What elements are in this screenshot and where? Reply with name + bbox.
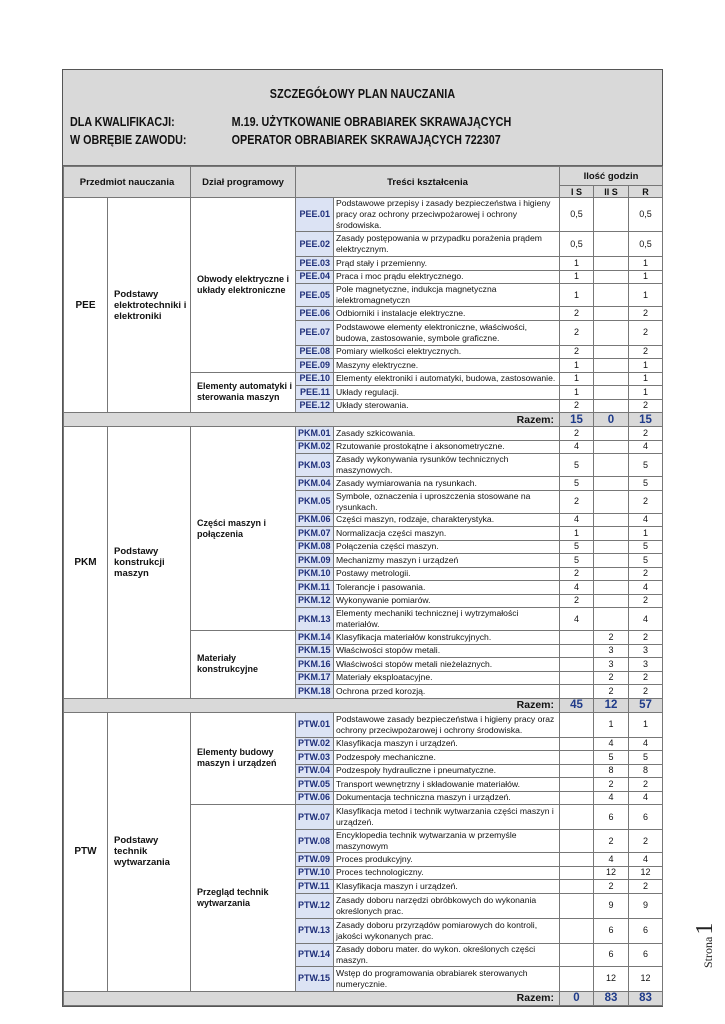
hours-total: 2 [629, 427, 663, 441]
topic-text: Układy regulacji. [334, 386, 560, 400]
total-hours: 15 [629, 413, 663, 427]
section-name: Materiały konstrukcyjne [191, 631, 296, 699]
hours-semester-1: 1 [560, 372, 594, 386]
hours-semester-1 [560, 644, 594, 658]
topic-text: Części maszyn, rodzaje, charakterystyka. [334, 513, 560, 527]
hours-semester-1: 0,5 [560, 232, 594, 257]
hours-semester-2: 8 [594, 764, 629, 778]
hours-semester-2: 2 [594, 830, 629, 853]
hours-semester-1: 5 [560, 554, 594, 568]
hours-total: 5 [629, 540, 663, 554]
plan-frame [62, 69, 663, 1007]
total-semester-2: 12 [594, 698, 629, 712]
hours-semester-1 [560, 966, 594, 991]
hours-total: 6 [629, 943, 663, 966]
topic-text: Klasyfikacja maszyn i urządzeń. [334, 880, 560, 894]
hours-semester-2: 2 [594, 671, 629, 685]
topic-code: PTW.13 [296, 918, 334, 943]
topic-code: PEE.05 [296, 284, 334, 307]
topic-text: Mechanizmy maszyn i urządzeń [334, 554, 560, 568]
qualification-label: DLA KWALIFIKACJI: [70, 115, 175, 129]
hours-semester-1: 5 [560, 540, 594, 554]
hours-total: 0,5 [629, 198, 663, 232]
hours-semester-2: 3 [594, 644, 629, 658]
topic-text: Materiały eksploatacyjne. [334, 671, 560, 685]
hours-semester-2 [594, 307, 629, 321]
hours-semester-1 [560, 880, 594, 894]
topic-text: Symbole, oznaczenia i uproszczenia stosowane na rysunkach. [334, 490, 560, 513]
topic-code: PEE.09 [296, 359, 334, 373]
topic-text: Dokumentacja techniczna maszyn i urządzeń. [334, 791, 560, 805]
hours-semester-1 [560, 712, 594, 737]
hours-total: 4 [629, 440, 663, 454]
hours-semester-1: 2 [560, 345, 594, 359]
topic-code: PEE.07 [296, 320, 334, 345]
topic-code: PKM.13 [296, 608, 334, 631]
topic-code: PKM.09 [296, 554, 334, 568]
topic-code: PTW.05 [296, 778, 334, 792]
table-row [64, 712, 663, 737]
hours-semester-2 [594, 554, 629, 568]
hours-semester-1: 4 [560, 581, 594, 595]
column-header-hours: Ilość godzin [560, 167, 663, 186]
hours-semester-2 [594, 490, 629, 513]
topic-text: Podstawowe zasady bezpieczeństwa i higieny pracy oraz ochrony przeciwpożarowej i ochrony środowiska. [334, 712, 560, 737]
topic-code: PEE.02 [296, 232, 334, 257]
hours-total: 0,5 [629, 232, 663, 257]
hours-total: 1 [629, 372, 663, 386]
topic-text: Odbiorniki i instalacje elektryczne. [334, 307, 560, 321]
section-name: Przegląd technik wytwarzania [191, 805, 296, 992]
hours-total: 2 [629, 399, 663, 413]
hours-total: 2 [629, 671, 663, 685]
hours-semester-1: 2 [560, 320, 594, 345]
profession-label: W OBRĘBIE ZAWODU: [70, 133, 187, 147]
hours-semester-2: 12 [594, 966, 629, 991]
topic-text: Połączenia części maszyn. [334, 540, 560, 554]
hours-total: 8 [629, 764, 663, 778]
hours-semester-1 [560, 631, 594, 645]
topic-text: Wstęp do programowania obrabiarek sterowanych numerycznie. [334, 966, 560, 991]
hours-semester-2 [594, 399, 629, 413]
total-semester-1: 15 [560, 413, 594, 427]
section-name: Elementy budowy maszyn i urządzeń [191, 712, 296, 805]
topic-text: Właściwości stopów metali nieżelaznych. [334, 658, 560, 672]
hours-semester-1: 2 [560, 594, 594, 608]
hours-total: 2 [629, 320, 663, 345]
topic-text: Ochrona przed korozją. [334, 685, 560, 699]
hours-semester-2 [594, 527, 629, 541]
hours-semester-2: 4 [594, 853, 629, 867]
hours-total: 1 [629, 359, 663, 373]
topic-code: PTW.11 [296, 880, 334, 894]
topic-text: Zasady postępowania w przypadku porażenia prądem elektrycznym. [334, 232, 560, 257]
hours-total: 3 [629, 658, 663, 672]
topic-text: Elementy elektroniki i automatyki, budowa, zastosowanie. [334, 372, 560, 386]
topic-code: PKM.03 [296, 454, 334, 477]
topic-code: PEE.11 [296, 386, 334, 400]
hours-total: 1 [629, 270, 663, 284]
topic-code: PEE.06 [296, 307, 334, 321]
hours-semester-2: 1 [594, 712, 629, 737]
hours-semester-1 [560, 853, 594, 867]
module-total-row [64, 413, 663, 427]
total-semester-1: 45 [560, 698, 594, 712]
hours-semester-1: 5 [560, 477, 594, 491]
topic-text: Zasady doboru mater. do wykon. określonych części maszyn. [334, 943, 560, 966]
topic-code: PTW.04 [296, 764, 334, 778]
total-label: Razem: [64, 413, 560, 427]
topic-code: PKM.05 [296, 490, 334, 513]
module-code: PKM [64, 427, 108, 699]
topic-code: PEE.10 [296, 372, 334, 386]
hours-semester-2 [594, 608, 629, 631]
hours-total: 4 [629, 513, 663, 527]
topic-text: Klasyfikacja maszyn i urządzeń. [334, 737, 560, 751]
hours-semester-1 [560, 893, 594, 918]
hours-semester-2 [594, 386, 629, 400]
topic-text: Postawy metrologii. [334, 567, 560, 581]
section-name: Elementy automatyki i sterowania maszyn [191, 372, 296, 413]
column-header-semester-2: II S [594, 186, 629, 198]
topic-code: PEE.04 [296, 270, 334, 284]
topic-code: PEE.03 [296, 257, 334, 271]
hours-semester-2: 5 [594, 751, 629, 765]
topic-code: PTW.09 [296, 853, 334, 867]
column-header-total: R [629, 186, 663, 198]
hours-total: 1 [629, 257, 663, 271]
hours-total: 5 [629, 751, 663, 765]
topic-text: Klasyfikacja metod i technik wytwarzania części maszyn i urządzeń. [334, 805, 560, 830]
topic-code: PKM.12 [296, 594, 334, 608]
hours-semester-2 [594, 567, 629, 581]
topic-code: PTW.01 [296, 712, 334, 737]
hours-semester-2: 2 [594, 631, 629, 645]
hours-semester-1 [560, 671, 594, 685]
profession-line [70, 133, 501, 147]
hours-total: 1 [629, 386, 663, 400]
hours-semester-1: 4 [560, 608, 594, 631]
topic-code: PKM.17 [296, 671, 334, 685]
hours-semester-1 [560, 943, 594, 966]
table-row [64, 198, 663, 232]
topic-code: PKM.02 [296, 440, 334, 454]
topic-text: Maszyny elektryczne. [334, 359, 560, 373]
topic-text: Prąd stały i przemienny. [334, 257, 560, 271]
hours-total: 2 [629, 490, 663, 513]
hours-total: 4 [629, 737, 663, 751]
total-semester-1: 0 [560, 991, 594, 1005]
hours-total: 2 [629, 880, 663, 894]
hours-semester-1: 1 [560, 284, 594, 307]
hours-semester-1: 4 [560, 440, 594, 454]
topic-text: Zasady doboru przyrządów pomiarowych do kontroli, jakości wykonanych prac. [334, 918, 560, 943]
hours-total: 1 [629, 712, 663, 737]
topic-text: Pole magnetyczne, indukcja magnetyczna ielektromagnetyczn [334, 284, 560, 307]
page-number-label [692, 923, 719, 968]
topic-text: Pomiary wielkości elektrycznych. [334, 345, 560, 359]
hours-semester-1 [560, 866, 594, 880]
topic-code: PKM.18 [296, 685, 334, 699]
hours-semester-2 [594, 372, 629, 386]
hours-semester-1: 1 [560, 270, 594, 284]
hours-semester-2: 4 [594, 737, 629, 751]
curriculum-body [64, 198, 663, 1006]
hours-total: 4 [629, 791, 663, 805]
topic-text: Klasyfikacja materiałów konstrukcyjnych. [334, 631, 560, 645]
hours-total: 1 [629, 284, 663, 307]
topic-code: PEE.01 [296, 198, 334, 232]
hours-semester-2: 6 [594, 943, 629, 966]
topic-text: Normalizacja części maszyn. [334, 527, 560, 541]
topic-code: PKM.15 [296, 644, 334, 658]
hours-semester-1 [560, 918, 594, 943]
hours-semester-2 [594, 284, 629, 307]
total-label: Razem: [64, 698, 560, 712]
topic-text: Proces produkcyjny. [334, 853, 560, 867]
hours-semester-1: 4 [560, 513, 594, 527]
hours-semester-1 [560, 751, 594, 765]
topic-text: Rzutowanie prostokątne i aksonometryczne. [334, 440, 560, 454]
topic-text: Podstawowe elementy elektroniczne, właściwości, budowa, zastosowanie, symbole graficzne. [334, 320, 560, 345]
topic-text: Zasady szkicowania. [334, 427, 560, 441]
hours-total: 6 [629, 918, 663, 943]
total-semester-2: 0 [594, 413, 629, 427]
hours-semester-1: 2 [560, 490, 594, 513]
hours-semester-1 [560, 805, 594, 830]
qualification-value: M.19. UŻYTKOWANIE OBRABIAREK SKRAWAJĄCYCH [231, 115, 512, 129]
topic-code: PEE.08 [296, 345, 334, 359]
module-code: PEE [64, 198, 108, 413]
hours-semester-1 [560, 778, 594, 792]
total-label: Razem: [64, 991, 560, 1005]
topic-text: Tolerancje i pasowania. [334, 581, 560, 595]
hours-total: 4 [629, 853, 663, 867]
hours-semester-2 [594, 198, 629, 232]
section-name: Części maszyn i połączenia [191, 427, 296, 631]
hours-semester-1 [560, 791, 594, 805]
hours-semester-2: 2 [594, 880, 629, 894]
hours-total: 2 [629, 631, 663, 645]
column-header-subject: Przedmiot nauczania [64, 167, 191, 198]
topic-text: Praca i moc prądu elektrycznego. [334, 270, 560, 284]
hours-semester-2 [594, 477, 629, 491]
topic-text: Układy sterowania. [334, 399, 560, 413]
hours-semester-1 [560, 764, 594, 778]
column-header-semester-1: I S [560, 186, 594, 198]
topic-code: PKM.04 [296, 477, 334, 491]
hours-semester-1 [560, 737, 594, 751]
hours-total: 5 [629, 554, 663, 568]
table-row [64, 427, 663, 441]
hours-semester-2: 6 [594, 805, 629, 830]
curriculum-table [63, 166, 663, 1006]
document-header [63, 70, 662, 166]
subject-name: Podstawy elektrotechniki i elektroniki [108, 198, 191, 413]
module-total-row [64, 698, 663, 712]
hours-total: 2 [629, 685, 663, 699]
hours-semester-1: 2 [560, 567, 594, 581]
topic-text: Transport wewnętrzny i składowanie materiałów. [334, 778, 560, 792]
topic-text: Podstawowe przepisy i zasady bezpieczeństwa i higieny pracy oraz ochrony przeciwpożarowej i ochrony środowiska. [334, 198, 560, 232]
topic-text: Proces technologiczny. [334, 866, 560, 880]
total-semester-2: 83 [594, 991, 629, 1005]
topic-text: Zasady doboru narzędzi obróbkowych do wykonania określonych prac. [334, 893, 560, 918]
hours-semester-2 [594, 427, 629, 441]
hours-total: 6 [629, 805, 663, 830]
hours-semester-1: 1 [560, 386, 594, 400]
topic-code: PKM.08 [296, 540, 334, 554]
hours-semester-2: 6 [594, 918, 629, 943]
topic-code: PTW.14 [296, 943, 334, 966]
hours-semester-1 [560, 658, 594, 672]
hours-semester-2 [594, 581, 629, 595]
topic-code: PTW.08 [296, 830, 334, 853]
column-header-section: Dział programowy [191, 167, 296, 198]
hours-semester-2: 2 [594, 685, 629, 699]
hours-semester-1 [560, 685, 594, 699]
hours-semester-2 [594, 454, 629, 477]
topic-text: Zasady wymiarowania na rysunkach. [334, 477, 560, 491]
hours-semester-2 [594, 345, 629, 359]
hours-semester-1: 1 [560, 359, 594, 373]
topic-code: PTW.02 [296, 737, 334, 751]
hours-semester-1: 2 [560, 399, 594, 413]
topic-text: Podzespoły hydrauliczne i pneumatyczne. [334, 764, 560, 778]
topic-text: Encyklopedia technik wytwarzania w przemyśle maszynowym [334, 830, 560, 853]
topic-code: PKM.06 [296, 513, 334, 527]
hours-total: 12 [629, 966, 663, 991]
topic-code: PKM.01 [296, 427, 334, 441]
topic-code: PTW.06 [296, 791, 334, 805]
subject-name: Podstawy konstrukcji maszyn [108, 427, 191, 699]
topic-code: PKM.14 [296, 631, 334, 645]
hours-total: 2 [629, 778, 663, 792]
subject-name: Podstawy technik wytwarzania [108, 712, 191, 991]
hours-total: 1 [629, 527, 663, 541]
profession-value: OPERATOR OBRABIAREK SKRAWAJĄCYCH 722307 [231, 133, 501, 147]
total-hours: 83 [629, 991, 663, 1005]
qualification-line [70, 115, 511, 129]
topic-text: Elementy mechaniki technicznej i wytrzymałości materiałów. [334, 608, 560, 631]
hours-total: 2 [629, 594, 663, 608]
topic-code: PKM.11 [296, 581, 334, 595]
hours-semester-2: 3 [594, 658, 629, 672]
hours-semester-2 [594, 513, 629, 527]
module-total-row [64, 991, 663, 1005]
hours-total: 4 [629, 581, 663, 595]
column-header-content: Treści kształcenia [296, 167, 560, 198]
total-hours: 57 [629, 698, 663, 712]
hours-semester-1: 2 [560, 307, 594, 321]
hours-total: 9 [629, 893, 663, 918]
hours-semester-2 [594, 359, 629, 373]
topic-code: PKM.07 [296, 527, 334, 541]
hours-semester-2 [594, 594, 629, 608]
topic-text: Wykonywanie pomiarów. [334, 594, 560, 608]
hours-semester-2: 2 [594, 778, 629, 792]
hours-semester-2 [594, 320, 629, 345]
module-code: PTW [64, 712, 108, 991]
topic-code: PKM.16 [296, 658, 334, 672]
page-title: SZCZEGÓŁOWY PLAN NAUCZANIA [269, 87, 456, 101]
topic-code: PTW.07 [296, 805, 334, 830]
hours-total: 5 [629, 454, 663, 477]
hours-semester-2 [594, 540, 629, 554]
hours-semester-2 [594, 232, 629, 257]
hours-total: 12 [629, 866, 663, 880]
hours-total: 3 [629, 644, 663, 658]
hours-semester-1: 1 [560, 257, 594, 271]
hours-semester-1: 2 [560, 427, 594, 441]
hours-semester-2: 9 [594, 893, 629, 918]
hours-total: 5 [629, 477, 663, 491]
hours-total: 2 [629, 345, 663, 359]
hours-semester-2 [594, 257, 629, 271]
topic-code: PEE.12 [296, 399, 334, 413]
topic-code: PTW.12 [296, 893, 334, 918]
topic-text: Zasady wykonywania rysunków technicznych maszynowych. [334, 454, 560, 477]
topic-code: PKM.10 [296, 567, 334, 581]
hours-semester-2: 4 [594, 791, 629, 805]
topic-text: Właściwości stopów metali. [334, 644, 560, 658]
hours-semester-1: 0,5 [560, 198, 594, 232]
hours-semester-1 [560, 830, 594, 853]
hours-total: 4 [629, 608, 663, 631]
topic-text: Podzespoły mechaniczne. [334, 751, 560, 765]
hours-total: 2 [629, 830, 663, 853]
hours-semester-2 [594, 440, 629, 454]
hours-semester-1: 5 [560, 454, 594, 477]
hours-semester-2: 12 [594, 866, 629, 880]
section-name: Obwody elektryczne i układy elektroniczne [191, 198, 296, 373]
page-number: 1 [692, 922, 718, 935]
hours-semester-1: 1 [560, 527, 594, 541]
hours-total: 2 [629, 307, 663, 321]
topic-code: PTW.15 [296, 966, 334, 991]
page-label: Strona [701, 936, 715, 968]
topic-code: PTW.10 [296, 866, 334, 880]
hours-total: 2 [629, 567, 663, 581]
hours-semester-2 [594, 270, 629, 284]
topic-code: PTW.03 [296, 751, 334, 765]
